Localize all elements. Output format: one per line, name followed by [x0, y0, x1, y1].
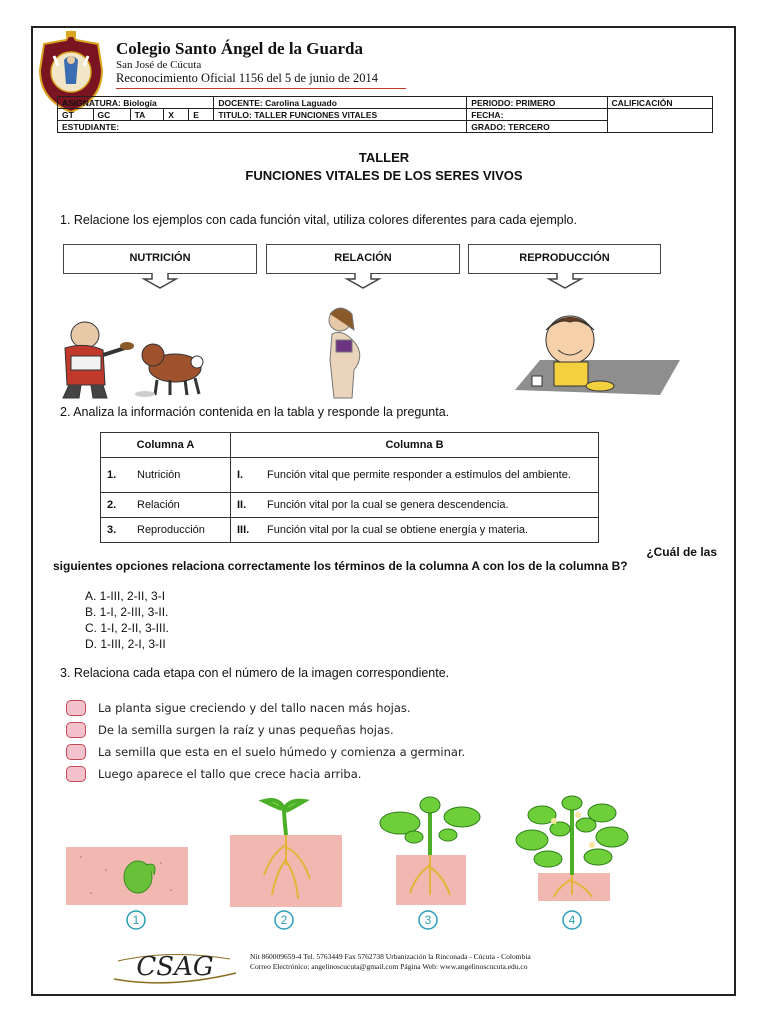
stage-answer-box[interactable]	[66, 766, 86, 782]
plant-stage-3-image	[370, 795, 492, 930]
table-row	[101, 493, 599, 518]
columns-table	[100, 432, 599, 543]
logo-text: CSAG	[136, 952, 214, 982]
row-number: 1.	[107, 469, 117, 481]
column-a-term: Relación	[137, 499, 180, 511]
plant-stage-1-image	[66, 795, 188, 930]
option-c[interactable]: C. 1-I, 2-II, 3-III.	[85, 621, 170, 635]
recognition-underline	[116, 88, 406, 89]
titulo-cell: TITULO: TALLER FUNCIONES VITALES	[214, 109, 467, 121]
gc-cell: GC	[93, 109, 130, 121]
table-row	[101, 458, 599, 493]
stage-answer-box[interactable]	[66, 722, 86, 738]
question-2-prompt	[53, 545, 717, 573]
row-roman: II.	[237, 499, 247, 511]
man-feeding-dog-illustration	[45, 300, 220, 400]
stage-text: Luego aparece el tallo que crece hacia arriba.	[98, 767, 362, 781]
table-row	[101, 518, 599, 543]
footer-line-1: Nit 860009659-4 Tel. 5763449 Fax 5762738 Urbanización la Rinconada - Cúcuta - Colombia	[250, 952, 531, 961]
periodo-cell: PERIODO: PRIMERO	[467, 97, 607, 109]
pregnant-woman-illustration	[310, 300, 385, 400]
down-arrow-icon	[545, 273, 585, 289]
stage-text: La semilla que esta en el suelo húmedo y comienza a germinar.	[98, 745, 466, 759]
row-number: 2.	[107, 499, 117, 511]
row-roman: I.	[237, 469, 244, 481]
stage-number: 2	[280, 913, 288, 927]
column-a-term: Nutrición	[137, 469, 181, 481]
question-3: 3. Relaciona cada etapa con el número de la imagen correspondiente.	[60, 666, 450, 680]
stage-item	[66, 764, 361, 784]
calificacion-value-cell[interactable]	[607, 109, 712, 133]
csag-logo	[110, 945, 240, 991]
stage-number: 1	[132, 913, 140, 927]
ta-cell: TA	[130, 109, 164, 121]
stage-number: 4	[568, 913, 576, 927]
stage-answer-box[interactable]	[66, 700, 86, 716]
column-b-header: Columna B	[231, 433, 599, 458]
fecha-cell[interactable]: FECHA:	[467, 109, 607, 121]
stage-item	[66, 742, 465, 762]
plant-stage-2-image	[224, 795, 346, 930]
e-cell: E	[189, 109, 214, 121]
grado-cell: GRADO: TERCERO	[467, 121, 607, 133]
stage-answer-box[interactable]	[66, 744, 86, 760]
column-b-definition: Función vital por la cual se genera descendencia.	[267, 499, 509, 511]
column-a-header: Columna A	[101, 433, 231, 458]
docente-cell: DOCENTE: Carolina Laguado	[214, 97, 467, 109]
stage-number: 3	[424, 913, 432, 927]
row-number: 3.	[107, 524, 117, 536]
question-line-1: ¿Cuál de las	[646, 545, 717, 559]
option-d[interactable]: D. 1-III, 2-I, 3-II	[85, 637, 166, 651]
column-b-definition: Función vital por la cual se obtiene energía y materia.	[267, 524, 529, 536]
gt-cell: GT	[58, 109, 94, 121]
stage-text: De la semilla surgen la raíz y unas pequeñas hojas.	[98, 723, 394, 737]
school-city: San José de Cúcuta	[116, 59, 202, 71]
footer-line-2: Correo Electrónico: angelinoscucuta@gmail.com Página Web: www.angelinoscucuta.edu.co	[250, 962, 528, 971]
question-1: 1. Relacione los ejemplos con cada función vital, utiliza colores diferentes para cada ejemplo.	[60, 213, 577, 227]
answer-options	[85, 588, 169, 652]
school-name: Colegio Santo Ángel de la Guarda	[116, 39, 363, 58]
estudiante-cell[interactable]: ESTUDIANTE:	[58, 121, 467, 133]
worksheet-subtitle: FUNCIONES VITALES DE LOS SERES VIVOS	[245, 168, 523, 183]
reproduccion-box: REPRODUCCIÓN	[468, 244, 661, 274]
column-a-term: Reproducción	[137, 524, 205, 536]
option-b[interactable]: B. 1-I, 2-III, 3-II.	[85, 605, 169, 619]
info-table	[57, 96, 713, 133]
stage-item	[66, 698, 411, 718]
column-b-definition: Función vital que permite responder a estímulos del ambiente.	[267, 469, 571, 481]
option-a[interactable]: A. 1-III, 2-II, 3-I	[85, 589, 166, 603]
down-arrow-icon	[140, 273, 180, 289]
school-recognition: Reconocimiento Oficial 1156 del 5 de junio de 2014	[116, 71, 378, 85]
plant-stage-4-image	[512, 795, 634, 930]
question-2: 2. Analiza la información contenida en la tabla y responde la pregunta.	[60, 405, 450, 419]
child-sitting-illustration	[510, 300, 680, 400]
question-line-2: siguientes opciones relaciona correctamente los términos de la columna A con los de la columna B?	[53, 559, 628, 573]
x-cell: X	[164, 109, 189, 121]
relacion-box: RELACIÓN	[266, 244, 460, 274]
stage-text: La planta sigue creciendo y del tallo nacen más hojas.	[98, 701, 411, 715]
stage-item	[66, 720, 394, 740]
worksheet-title: TALLER	[358, 150, 410, 165]
down-arrow-icon	[343, 273, 383, 289]
footer-contact	[250, 952, 690, 972]
asignatura-cell: ASIGNATURA: Biología	[58, 97, 214, 109]
row-roman: III.	[237, 524, 250, 536]
nutricion-box: NUTRICIÓN	[63, 244, 257, 274]
calificacion-cell: CALIFICACIÓN	[607, 97, 712, 109]
